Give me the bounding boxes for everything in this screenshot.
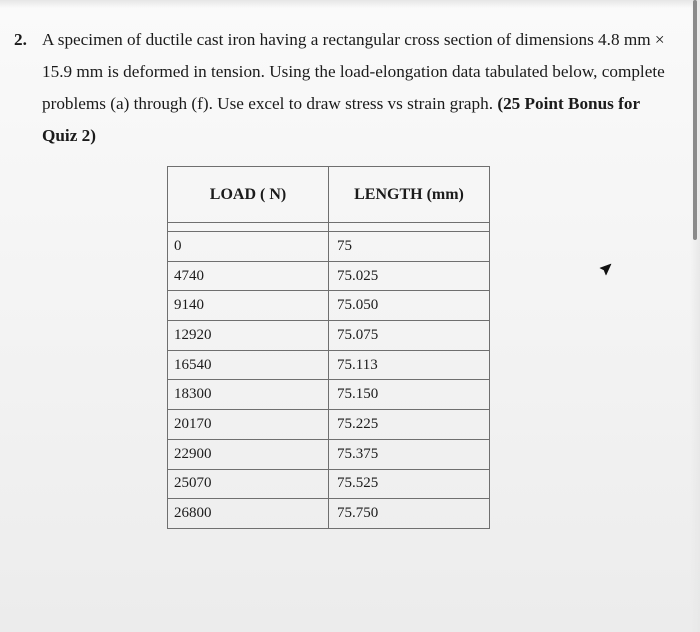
header-load: LOAD ( N)	[168, 167, 329, 223]
table-row	[168, 261, 490, 291]
length-cell: 75.525	[329, 469, 490, 499]
mouse-pointer-icon	[598, 263, 612, 277]
length-cell: 75.050	[329, 291, 490, 321]
header-length: LENGTH (mm)	[329, 167, 490, 223]
table-header-row	[168, 167, 490, 223]
load-cell: 0	[168, 232, 329, 262]
table-row	[168, 380, 490, 410]
length-cell: 75.150	[329, 380, 490, 410]
question-text	[42, 24, 674, 152]
load-cell: 9140	[168, 291, 329, 321]
load-cell: 26800	[168, 499, 329, 529]
length-cell: 75.375	[329, 439, 490, 469]
table-row	[168, 350, 490, 380]
load-cell: 16540	[168, 350, 329, 380]
load-cell: 25070	[168, 469, 329, 499]
load-cell: 20170	[168, 410, 329, 440]
length-cell: 75	[329, 232, 490, 262]
length-cell: 75.113	[329, 350, 490, 380]
table-row	[168, 410, 490, 440]
table-row	[168, 439, 490, 469]
table-row	[168, 321, 490, 351]
scrollbar-track[interactable]	[690, 0, 700, 632]
load-length-table	[167, 166, 490, 529]
bonus-note: (25 Point Bonus for Quiz 2)	[42, 94, 640, 145]
load-cell: 12920	[168, 321, 329, 351]
table-row	[168, 469, 490, 499]
table-row	[168, 291, 490, 321]
load-cell: 18300	[168, 380, 329, 410]
load-cell: 4740	[168, 261, 329, 291]
question-block	[14, 24, 674, 152]
load-length-table-container	[167, 166, 490, 529]
length-cell: 75.750	[329, 499, 490, 529]
question-body: A specimen of ductile cast iron having a rectangular cross section of dimensions 4.8 mm × 15.9 mm is deformed in tension. Using the load-elongation data tabulated below, complete problems (a) through (f). Use excel to draw stress vs strain graph.	[42, 30, 665, 113]
scrollbar-thumb[interactable]	[693, 0, 697, 240]
table-row	[168, 499, 490, 529]
length-cell: 75.025	[329, 261, 490, 291]
page-top-edge	[0, 0, 700, 8]
length-cell: 75.225	[329, 410, 490, 440]
table-row	[168, 232, 490, 262]
table-spacer-row	[168, 223, 490, 232]
question-number: 2.	[14, 30, 27, 49]
load-cell: 22900	[168, 439, 329, 469]
length-cell: 75.075	[329, 321, 490, 351]
